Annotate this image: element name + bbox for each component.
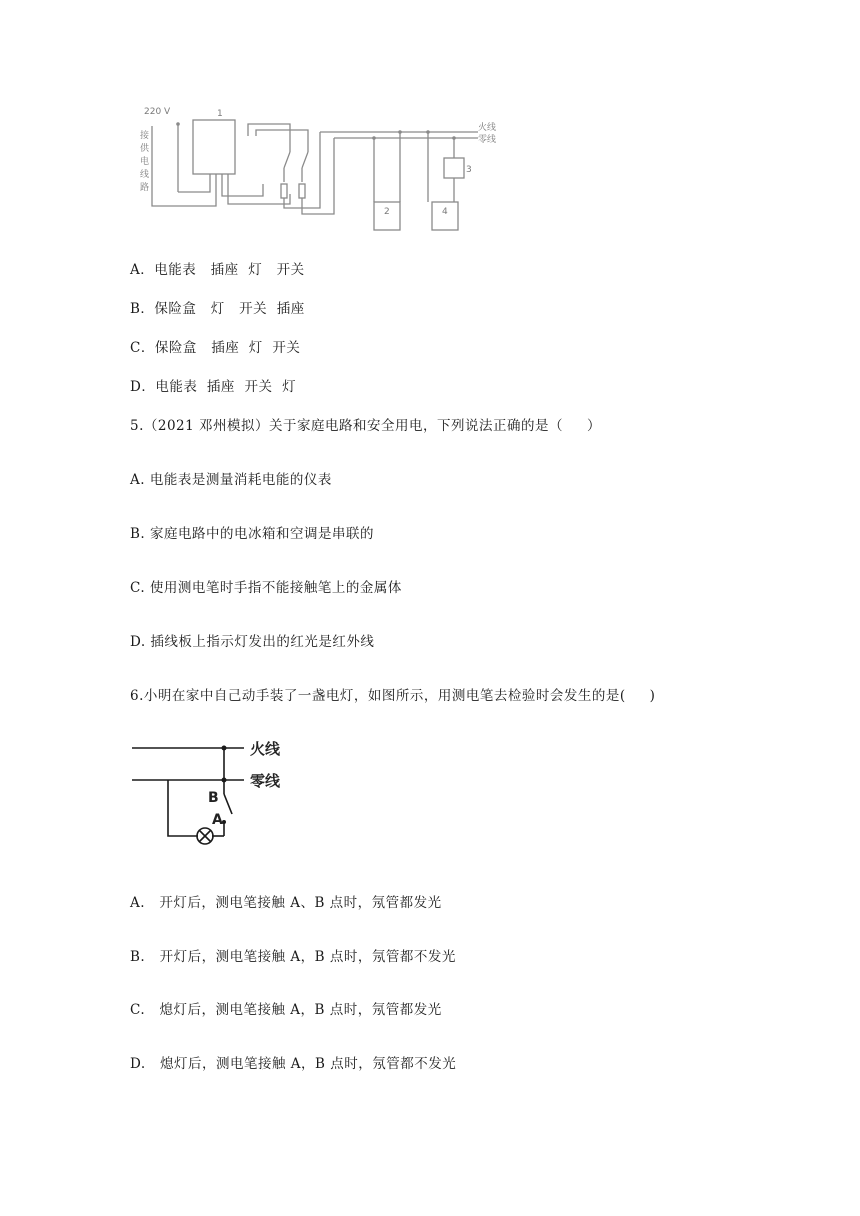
label-4: 4 [442, 207, 448, 217]
label-2: 2 [384, 207, 390, 217]
q4-option-d: D．电能表 插座 开关 灯 [130, 379, 297, 395]
q6-stem: 6.小明在家中自己动手装了一盏电灯，如图所示，用测电笔去检验时会发生的是( ) [130, 688, 656, 704]
point-a-label: A [212, 812, 223, 828]
q6-option-d: D. 熄灯后，测电笔接触 A，B 点时，氖管都不发光 [130, 1056, 457, 1072]
supply-char: 电 [140, 157, 150, 167]
q4-option-c: C．保险盒 插座 灯 开关 [130, 340, 301, 356]
supply-char: 接 [140, 131, 150, 141]
voltage-label: 220 V [144, 107, 171, 117]
supply-char: 路 [140, 183, 150, 193]
label-1: 1 [217, 109, 223, 119]
household-circuit-figure [138, 96, 510, 238]
q6-option-a: A. 开灯后，测电笔接触 A、B 点时，氖管都发光 [130, 895, 442, 911]
supply-char: 线 [140, 170, 150, 180]
supply-char: 供 [140, 144, 150, 154]
q4-option-a: A．电能表 插座 灯 开关 [130, 262, 305, 278]
q5-option-c: C. 使用测电笔时手指不能接触笔上的金属体 [130, 580, 402, 596]
neutral-label: 零线 [478, 135, 497, 145]
point-b-label: B [208, 790, 219, 806]
q5-stem: 5.（2021 邓州模拟）关于家庭电路和安全用电，下列说法正确的是（ ） [130, 418, 601, 434]
neutral-label: 零线 [250, 772, 281, 790]
q6-option-b: B. 开灯后，测电笔接触 A，B 点时，氖管都不发光 [130, 949, 456, 965]
q5-option-d: D. 插线板上指示灯发出的红光是红外线 [130, 634, 375, 650]
q6-option-c: C. 熄灯后，测电笔接触 A，B 点时，氖管都发光 [130, 1002, 442, 1018]
live-label: 火线 [250, 740, 281, 758]
q5-option-a: A. 电能表是测量消耗电能的仪表 [130, 472, 332, 488]
q4-option-b: B．保险盒 灯 开关 插座 [130, 301, 305, 317]
q5-option-b: B. 家庭电路中的电冰箱和空调是串联的 [130, 526, 375, 542]
live-label: 火线 [478, 123, 497, 133]
lamp-circuit-figure [132, 734, 312, 856]
label-3: 3 [466, 165, 472, 175]
